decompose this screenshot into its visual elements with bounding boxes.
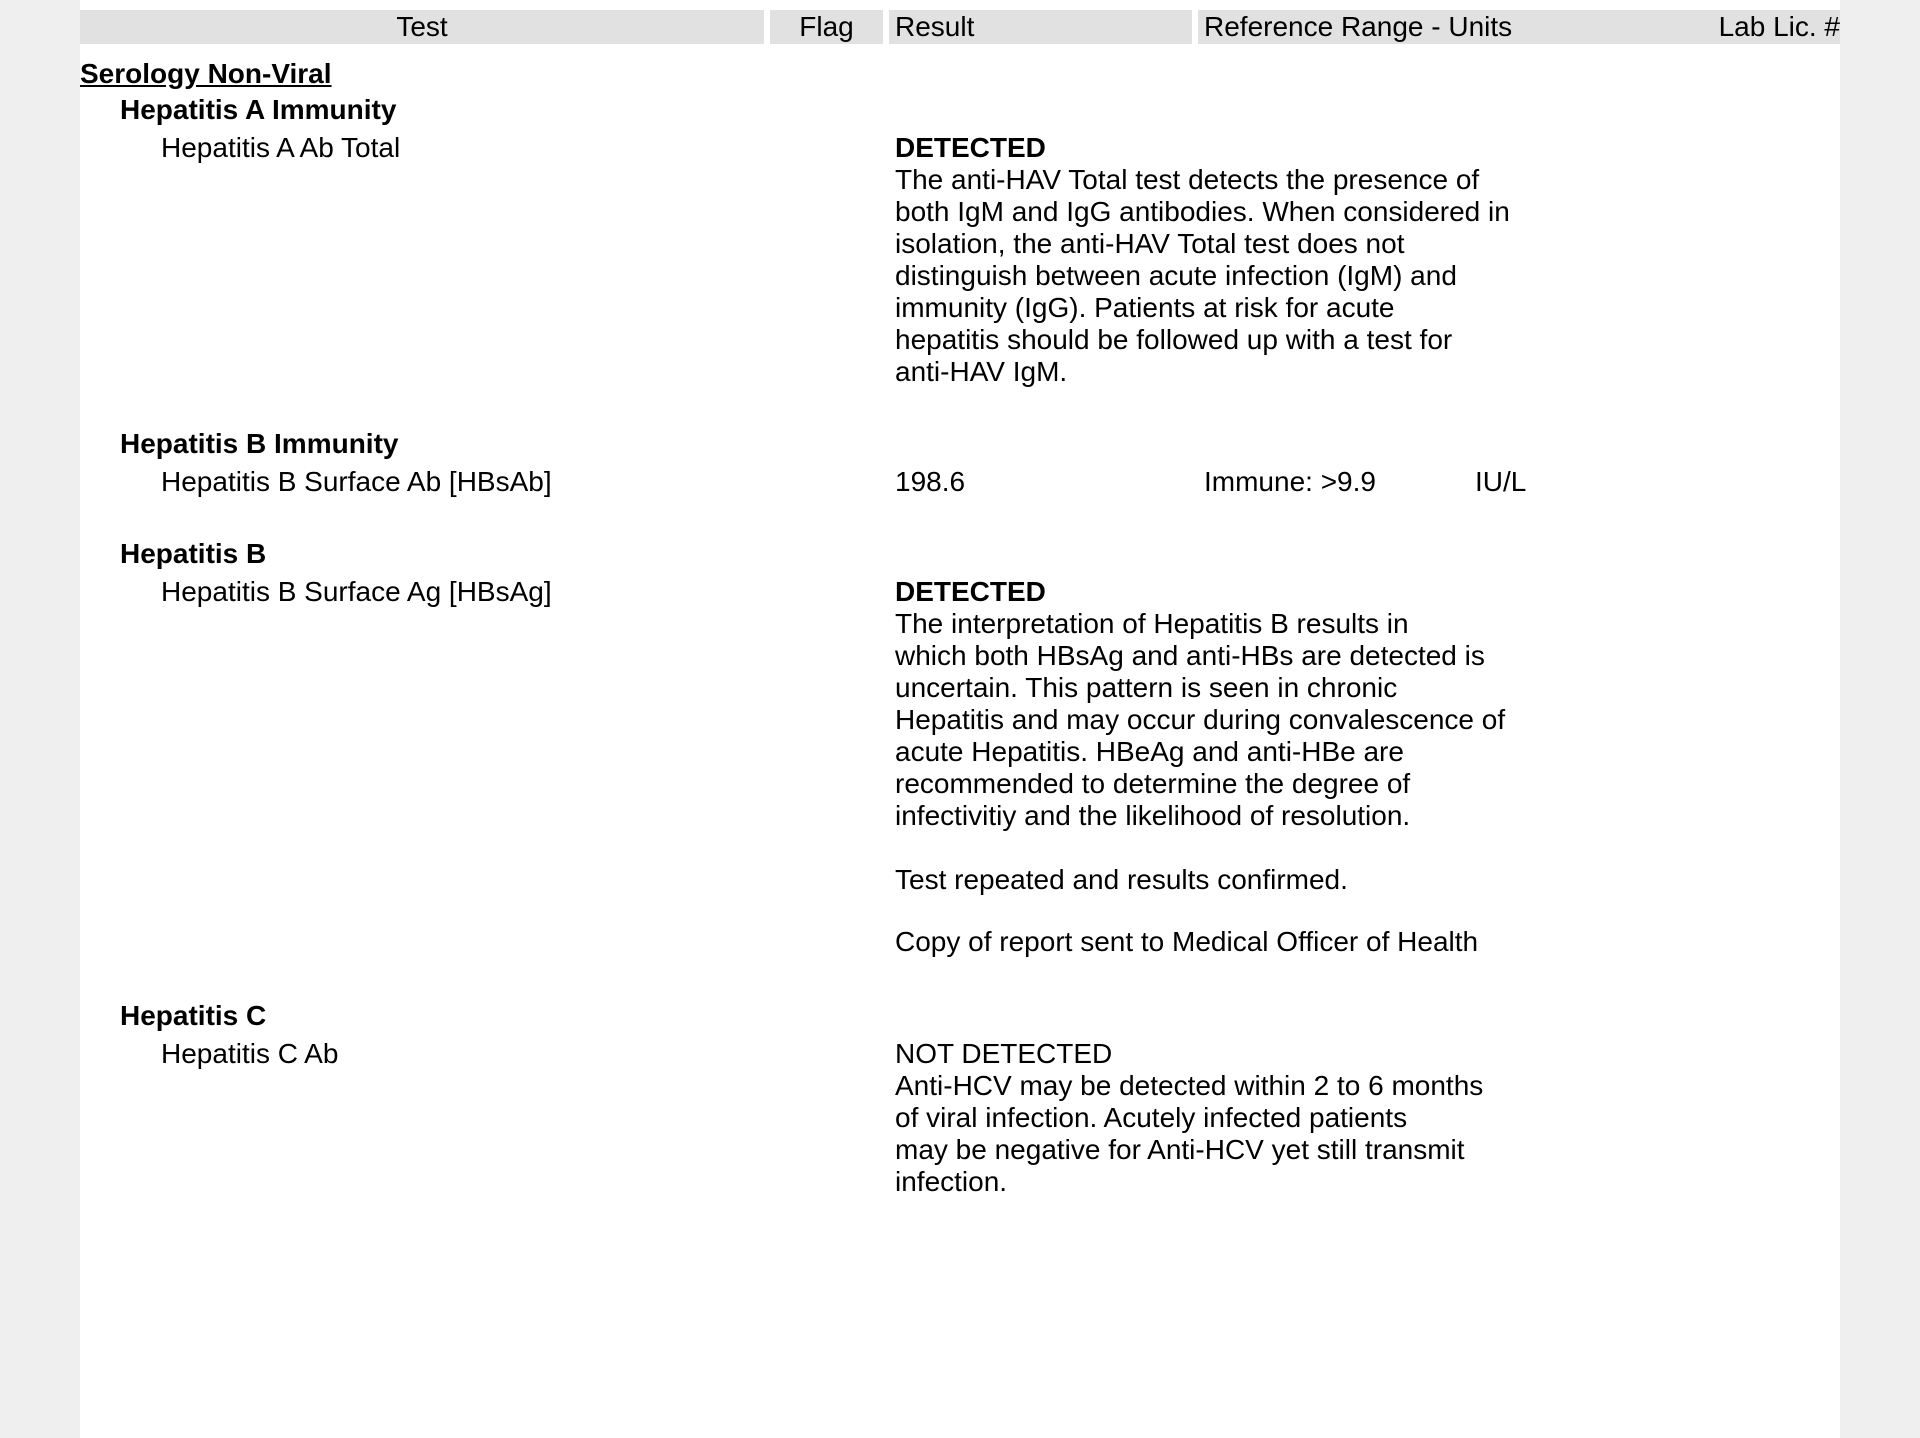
- header-lab-lic: Lab Lic. #: [1718, 11, 1840, 42]
- result-hep-a: DETECTED: [895, 132, 1046, 163]
- group-heading-hep-b: Hepatitis B: [120, 538, 267, 569]
- header-flag: Flag: [770, 10, 883, 44]
- comment-hep-b: The interpretation of Hepatitis B results in which both HBsAg and anti-HBs are detected is uncertain. This pattern is seen in chronic Hepatitis and may occur during convalescence of acute Hepatitis. HBeAg and anti-HBe are recommended to determine the degree of infectivitiy and the likelihood of resolution.: [895, 608, 1506, 831]
- report-page: [80, 0, 1840, 1438]
- group-heading-hep-c: Hepatitis C: [120, 1000, 267, 1031]
- test-name-hep-a: Hepatitis A Ab Total: [161, 132, 401, 163]
- units-hep-b-immunity: IU/L: [1475, 466, 1527, 497]
- header-result: Result: [889, 10, 1192, 44]
- header-reference-range: Reference Range - Units: [1198, 10, 1840, 44]
- result-hep-b: DETECTED: [895, 576, 1046, 607]
- test-name-hep-b: Hepatitis B Surface Ag [HBsAg]: [161, 576, 552, 607]
- comment-hep-c: Anti-HCV may be detected within 2 to 6 months of viral infection. Acutely infected patients may be negative for Anti-HCV yet still transmit infection.: [895, 1070, 1484, 1197]
- test-name-hep-b-immunity: Hepatitis B Surface Ab [HBsAb]: [161, 466, 552, 497]
- group-heading-hep-b-immunity: Hepatitis B Immunity: [120, 428, 399, 459]
- section-title: Serology Non-Viral: [80, 58, 332, 89]
- result-hep-b-immunity: 198.6: [895, 466, 966, 497]
- comment-hep-a: The anti-HAV Total test detects the presence of both IgM and IgG antibodies. When considered in isolation, the anti-HAV Total test does not distinguish between acute infection (IgM) and immunity (IgG). Patients at risk for acute hepatitis should be followed up with a test for anti-HAV IgM.: [895, 164, 1510, 387]
- result-hep-c: NOT DETECTED: [895, 1038, 1113, 1069]
- header-test: Test: [80, 10, 764, 44]
- test-name-hep-c: Hepatitis C Ab: [161, 1038, 339, 1069]
- note-hep-b-repeated: Test repeated and results confirmed.: [895, 864, 1348, 895]
- group-heading-hep-a: Hepatitis A Immunity: [120, 94, 397, 125]
- reference-hep-b-immunity: Immune: >9.9: [1204, 466, 1376, 497]
- note-hep-b-copy-sent: Copy of report sent to Medical Officer of Health: [895, 926, 1479, 957]
